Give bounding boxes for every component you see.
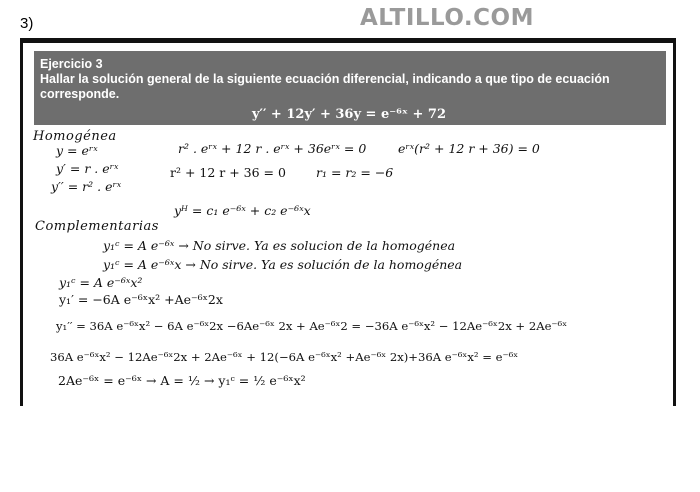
exercise-equation: y′′ + 12y′ + 36y = e⁻⁶ˣ + 72 [252,107,446,122]
homogenea-line-3: y′′ = r² . eʳˣ [51,179,122,194]
homogenea-line-1: y = eʳˣ [56,143,98,158]
homogenea-line-5: eʳˣ(r² + 12 r + 36) = 0 [398,141,540,156]
section-complementarias: Complementarias [35,219,159,234]
homogenea-line-6: r² + 12 r + 36 = 0 [170,165,286,180]
homogenea-line-8: yᴴ = c₁ e⁻⁶ˣ + c₂ e⁻⁶ˣx [174,203,311,218]
complementaria-line-4: y₁′ = −6A e⁻⁶ˣx² +Ae⁻⁶ˣ2x [59,292,223,307]
complementaria-line-1: y₁ᶜ = A e⁻⁶ˣ → No sirve. Ya es solucion de la homogénea [103,238,456,253]
complementaria-line-2: y₁ᶜ = A e⁻⁶ˣx → No sirve. Ya es solución de la homogénea [103,257,463,272]
homogenea-line-7: r₁ = r₂ = −6 [316,165,394,180]
exercise-header [34,51,666,125]
complementaria-line-3: y₁ᶜ = A e⁻⁶ˣx² [59,275,143,290]
question-number: 3) [20,15,34,32]
complementaria-line-7: 2Ae⁻⁶ˣ = e⁻⁶ˣ → A = ½ → y₁ᶜ = ½ e⁻⁶ˣx² [58,373,306,388]
complementaria-line-5: y₁′′ = 36A e⁻⁶ˣx² − 6A e⁻⁶ˣ2x −6Ae⁻⁶ˣ 2x + Ae⁻⁶ˣ2 = −36A e⁻⁶ˣx² − 12Ae⁻⁶ˣ2x + 2Ae⁻⁶ˣ [56,319,568,333]
homogenea-line-2: y′ = r . eʳˣ [56,161,119,176]
section-homogenea: Homogénea [33,129,117,144]
brand-logo: ALTILLO.COM [360,5,534,31]
exercise-frame [20,38,676,406]
homogenea-line-4: r² . eʳˣ + 12 r . eʳˣ + 36eʳˣ = 0 [178,141,367,156]
exercise-title: Ejercicio 3 [40,57,103,71]
exercise-statement: Hallar la solución general de la siguiente ecuación diferencial, indicando a que tipo de ecuación corresponde. [40,72,610,101]
complementaria-line-6: 36A e⁻⁶ˣx² − 12Ae⁻⁶ˣ2x + 2Ae⁻⁶ˣ + 12(−6A e⁻⁶ˣx² +Ae⁻⁶ˣ 2x)+36A e⁻⁶ˣx² = e⁻⁶ˣ [50,350,519,364]
